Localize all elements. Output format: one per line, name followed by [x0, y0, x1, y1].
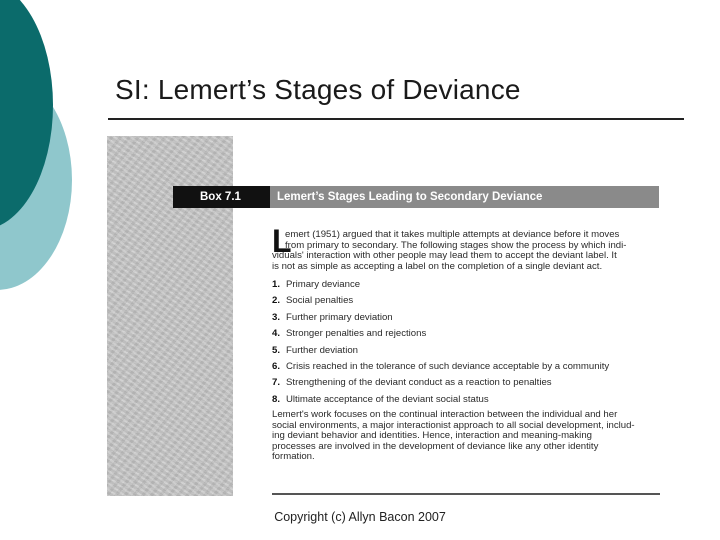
stage-number: 7.: [272, 377, 281, 389]
intro-line: emert (1951) argued that it takes multiple attempts at deviance before it moves: [285, 230, 620, 240]
box-header: [173, 186, 659, 208]
closing-line: ing deviant behavior and identities. Hence, interaction and meaning-making: [272, 431, 592, 442]
title-divider: [108, 118, 684, 120]
box-title: Lemert’s Stages Leading to Secondary Deviance: [270, 186, 659, 208]
intro-line: from primary to secondary. The following stages show the process by which indi-: [285, 240, 627, 251]
stage-text: Further primary deviation: [286, 311, 393, 323]
box-bottom-rule: [272, 493, 660, 495]
stage-number: 2.: [272, 295, 281, 307]
stage-number: 5.: [272, 344, 281, 356]
closing-line: formation.: [272, 452, 315, 463]
stage-list: [272, 277, 660, 408]
stage-text: Further deviation: [286, 344, 358, 356]
list-item: [272, 375, 660, 391]
stage-number: 4.: [272, 328, 281, 340]
stage-number: 8.: [272, 393, 281, 405]
list-item: [272, 343, 660, 359]
closing-line: Lemert's work focuses on the continual interaction between the individual and her: [272, 410, 618, 421]
intro-paragraph: [272, 223, 660, 272]
intro-line: is not as simple as accepting a label on the completion of a single deviant act.: [272, 261, 603, 272]
box-body: [272, 223, 660, 463]
box-number: Box 7.1: [173, 186, 270, 208]
drop-cap: L: [272, 223, 292, 259]
stage-text: Ultimate acceptance of the deviant social status: [286, 393, 489, 405]
slide-title: SI: Lemert’s Stages of Deviance: [115, 74, 521, 105]
list-item: [272, 359, 660, 375]
list-item: [272, 277, 660, 293]
list-item: [272, 392, 660, 408]
closing-line: processes are involved in the development of deviance like any other identity: [272, 441, 599, 452]
list-item: [272, 310, 660, 326]
closing-line: social environments, a major interactionist approach to all social development, includ-: [272, 420, 635, 431]
list-item: [272, 293, 660, 309]
stage-number: 3.: [272, 311, 281, 323]
stage-text: Stronger penalties and rejections: [286, 328, 427, 340]
stage-text: Social penalties: [286, 295, 354, 307]
stage-number: 1.: [272, 278, 281, 290]
copyright-footer: Copyright (c) Allyn Bacon 2007: [274, 510, 446, 524]
stage-number: 6.: [272, 360, 281, 372]
list-item: [272, 326, 660, 342]
intro-line: viduals' interaction with other people may lead them to accept the deviant label. It: [272, 251, 617, 261]
closing-paragraph: [272, 410, 660, 463]
stage-text: Crisis reached in the tolerance of such deviance acceptable by a community: [286, 360, 610, 372]
stage-text: Strengthening of the deviant conduct as a reaction to penalties: [286, 377, 552, 389]
stage-text: Primary deviance: [286, 278, 361, 290]
